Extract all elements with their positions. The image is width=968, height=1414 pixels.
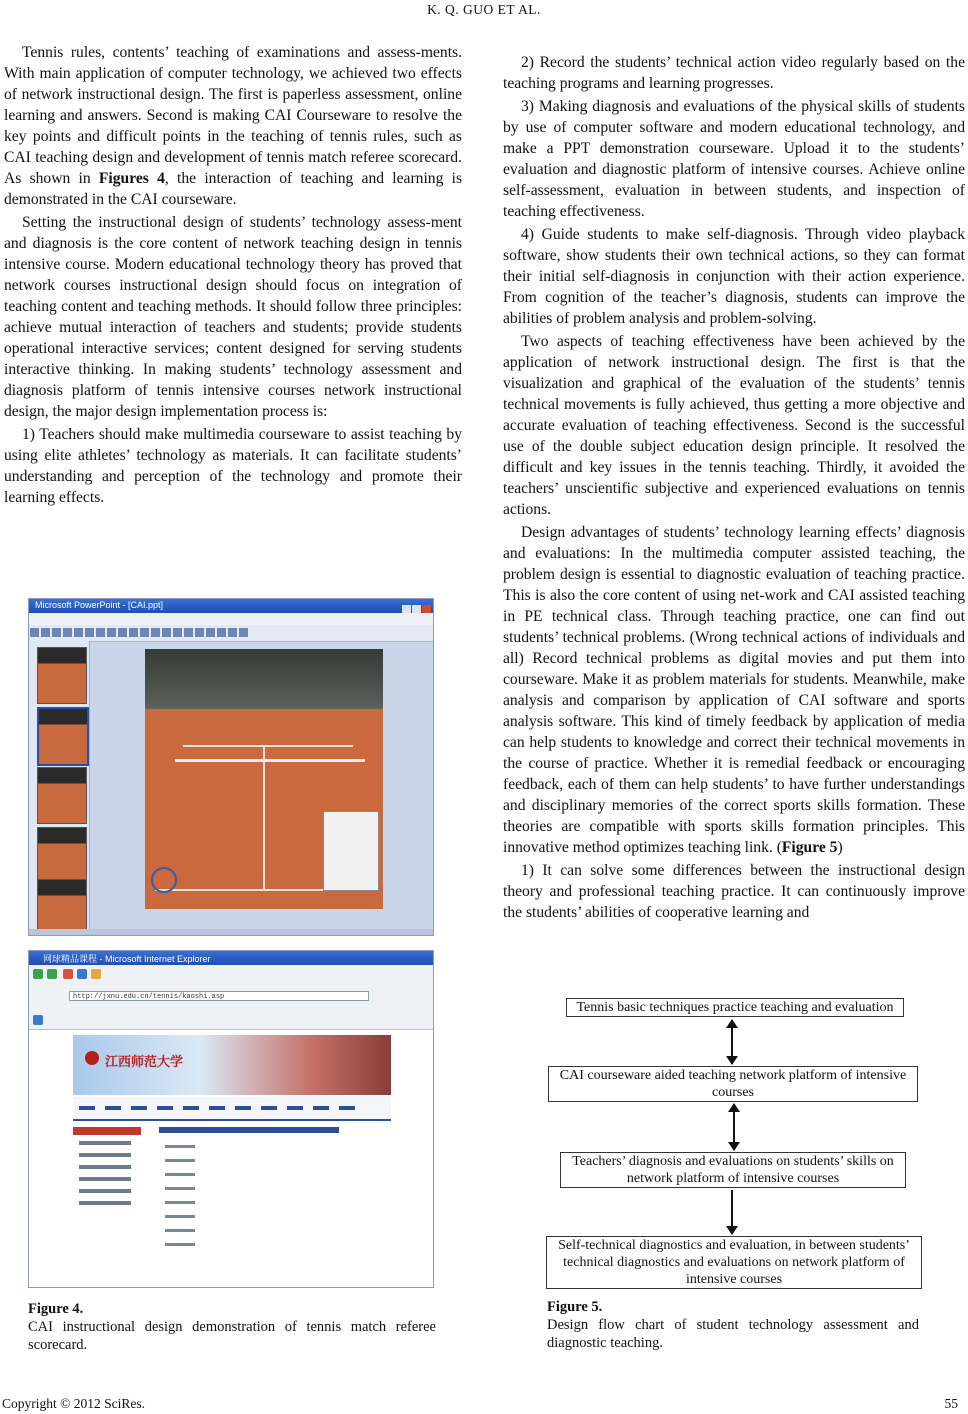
right-p5-text-b: ) [837,839,843,856]
tennis-net [175,759,365,762]
nav-item [157,1106,173,1110]
court-stands [145,649,383,709]
right-paragraph-3: 4) Guide students to make self-diagnosis. Through video playback software, show students their own technical actions, so they can format their initial self-diagnosis in conjunction with their action experience. From cognition of the teacher’s diagnosis, students can improve the abilities of problem analysis and problem-solving. [503,226,965,327]
right-paragraph-6: 1) It can solve some differences between the instructional design theory and professional teaching practice. It can continuously improve the students’ abilities of cooperative learning and [503,862,965,921]
figure4-caption-text: CAI instructional design demonstration of tennis match referee scorecard. [28,1319,436,1353]
toolbar-icon [195,628,204,637]
browser-window-title: 网球精品课程 - Microsoft Internet Explorer [43,954,211,964]
menu-line [79,1141,131,1145]
flow-box-1 [566,998,904,1017]
highlight-circle [151,867,177,893]
right-paragraph-4: Two aspects of teaching effectiveness have been achieved by the application of network instructional design. The first is that the visualization and graphical of the evaluation of the students’ tennis technical movements is fully achieved, thus getting a more objective and accurate evaluation of teaching effectiveness. Second is the successful use of the double subject education design principle. It resolved the difficult and key issues in the tennis teaching. Thirdly, it avoided the teachers’ unscientific subjective and experienced evaluations on tennis actions. [503,333,965,518]
left-column [4,42,462,510]
search-icon [33,1015,43,1025]
nav-item [261,1106,277,1110]
figure4-reference: Figures 4 [98,170,165,187]
slide-thumbnail [37,767,87,824]
toolbar-icon [118,628,127,637]
toolbar-icon [184,628,193,637]
toolbar-icon [129,628,138,637]
toolbar-icon [239,628,248,637]
exam-item [165,1187,195,1190]
flow-box-4 [546,1236,922,1289]
ppt-toolbar [29,625,433,642]
flow-box-2-line: courses [712,1085,754,1100]
page-number: 55 [944,1396,958,1411]
toolbar-icon [30,628,39,637]
exam-item [165,1201,195,1204]
menu-line [79,1201,131,1205]
left-p1-text-b: , the interaction of teaching and learning is demonstrated in the CAI courseware. [4,170,463,208]
browser-title-bar [29,951,433,965]
right-paragraph-2: 3) Making diagnosis and evaluations of the physical skills of students by use of computer software and modern educational technology, and make a PPT demonstration courseware. Upload it to the students’ evaluation and diagnostic platform of intensive courses. Achieve online self-assessment, evaluation in between students, and inspection of teaching effectiveness. [503,98,965,220]
left-p1-text-a: Tennis rules, contents’ teaching of examinations and assess-ments. With main application of computer technology, we achieved two effects of network instructional design. The first is paperless assessment, online learning and answers. Second is making CAI Courseware to resolve the key points and difficult points in the teaching of tennis rules, such as CAI teaching design and development of tennis match referee scorecard. As shown in [4,44,462,187]
running-head: K. Q. GUO ET AL. [427,2,541,17]
slide-thumbnail [37,647,87,704]
nav-item [235,1106,251,1110]
down-arrow-icon [731,1190,733,1234]
menu-line [79,1165,131,1169]
toolbar-icon [228,628,237,637]
address-bar: http://jxnu.edu.cn/tennis/kaoshi.asp [69,991,369,1001]
exam-item [165,1215,195,1218]
exam-item [165,1229,195,1232]
site-nav [73,1097,391,1121]
back-icon [33,969,43,979]
figure5-caption [547,1298,919,1352]
slide-thumbnail [37,827,87,884]
toolbar-icon [173,628,182,637]
court-line [183,745,353,747]
left-paragraph-2: Setting the instructional design of students’ technology assess-ment and diagnosis is the core content of network teaching design in tennis intensive course. Modern educational technology theory has proved that network courses instructional design should focus on integration of teaching content and teaching methods. It should follow three principles: achieve mutual interaction of teachers and students; provide students operational interactive services; content designed for serving students interactive thinking. In making students’ technology assessment and diagnosis platform of tennis intensive courses network instructional design, the major design implementation process is: [4,214,462,420]
tennis-court-video [145,649,383,909]
flow-box-3 [560,1152,906,1188]
toolbar-icon [41,628,50,637]
figure5-caption-text: Design flow chart of student technology assessment and diagnostic teaching. [547,1317,919,1351]
nav-item [79,1106,95,1110]
slide-thumbnail [37,879,87,936]
nav-item [131,1106,147,1110]
toolbar-icon [63,628,72,637]
nav-item [339,1106,355,1110]
window-controls [401,601,431,611]
flow-box-3-line: Teachers’ diagnosis and evaluations on students’ skills on [572,1154,894,1169]
powerpoint-screenshot [28,598,434,936]
forward-icon [47,969,57,979]
ppt-window-title: Microsoft PowerPoint - [CAI.ppt] [35,600,164,610]
nav-item [287,1106,303,1110]
slide-thumbnails [29,641,90,931]
toolbar-icon [85,628,94,637]
flow-box-2-line: CAI courseware aided teaching network platform of intensive [559,1068,907,1083]
toolbar-icon [74,628,83,637]
figure5-label: Figure 5. [547,1299,603,1315]
referee-scorecard [323,811,379,891]
toolbar-icon [206,628,215,637]
ppt-status-bar [29,929,433,935]
toolbar-icon [96,628,105,637]
toolbar-icon [151,628,160,637]
figure5-reference: Figure 5 [781,839,838,856]
ppt-title-bar [29,599,433,613]
exam-item [165,1243,195,1246]
exam-list-header [159,1127,339,1133]
bidirectional-arrow-icon [733,1104,735,1150]
figure4-caption [28,1300,436,1354]
right-paragraph-5 [503,522,965,858]
toolbar-icon [52,628,61,637]
toolbar-icon [107,628,116,637]
browser-screenshot [28,950,434,1288]
stop-icon [63,969,73,979]
flow-box-2 [548,1066,918,1102]
nav-item [209,1106,225,1110]
flow-box-4-line: intensive courses [685,1272,783,1287]
toolbar-icon [162,628,171,637]
slide-thumbnail [37,707,89,766]
nav-item [105,1106,121,1110]
bidirectional-arrow-icon [731,1020,733,1064]
refresh-icon [77,969,87,979]
flow-box-4-line: technical diagnostics and evaluations on network platform of [563,1255,905,1270]
left-menu-header [73,1127,141,1135]
right-column [503,52,965,925]
exam-item [165,1159,195,1162]
flow-box-1-line: Tennis basic techniques practice teaching and evaluation [576,1000,894,1015]
nav-item [313,1106,329,1110]
flow-box-4-line: Self-technical diagnostics and evaluation, in between students’ [558,1238,910,1253]
toolbar-icon [140,628,149,637]
figure4-label: Figure 4. [28,1301,84,1317]
exam-item [165,1145,195,1148]
left-paragraph-1 [4,42,462,210]
flow-box-3-line: network platform of intensive courses [626,1171,840,1186]
exam-panel [73,1123,391,1273]
court-line [263,745,265,891]
exam-item [165,1173,195,1176]
menu-line [79,1189,131,1193]
right-paragraph-1: 2) Record the students’ technical action video regularly based on the teaching programs and learning progresses. [503,54,965,92]
university-name: 江西师范大学 [105,1055,184,1070]
menu-line [79,1153,131,1157]
toolbar-icon [217,628,226,637]
figure-5-flowchart [540,996,930,1292]
menu-line [79,1177,131,1181]
left-paragraph-3: 1) Teachers should make multimedia courseware to assist teaching by using elite athletes’ technology as materials. It can facilitate students’ understanding and perception of the technology and promote their learning effects. [4,426,462,506]
nav-item [183,1106,199,1110]
university-logo-icon [85,1051,99,1065]
right-p5-text-a: Design advantages of students’ technology learning effects’ diagnosis and evaluations: In the multimedia computer assisted teaching, the problem design is essential to diagnostic evaluation of teaching practice. This is also the core content of using net-work and CAI assisted teaching in PE technical class. Through teaching practice, one can find out students’ technical problems. (Wrong technical actions of individuals and all) Record technical problems as digital movies and put them into courseware. Make it as problem materials for students. Meanwhile, make analysis and comparison by application of CAI software and sports analysis software. This kind of timely feedback by application of media can help students to knowledge and correct their technical movements in the course of practice. Whether it is remedial feedback or encouraging feedback, each of them can help students’ to have further understandings and disciplinary memories of the correct sports skills formation. These theories are compatible with sports skills formation principles. This innovative method optimizes teaching link. ( [503,524,965,856]
copyright-notice: Copyright © 2012 SciRes. [2,1396,146,1411]
home-icon [91,969,101,979]
ppt-menu-bar [29,613,433,625]
